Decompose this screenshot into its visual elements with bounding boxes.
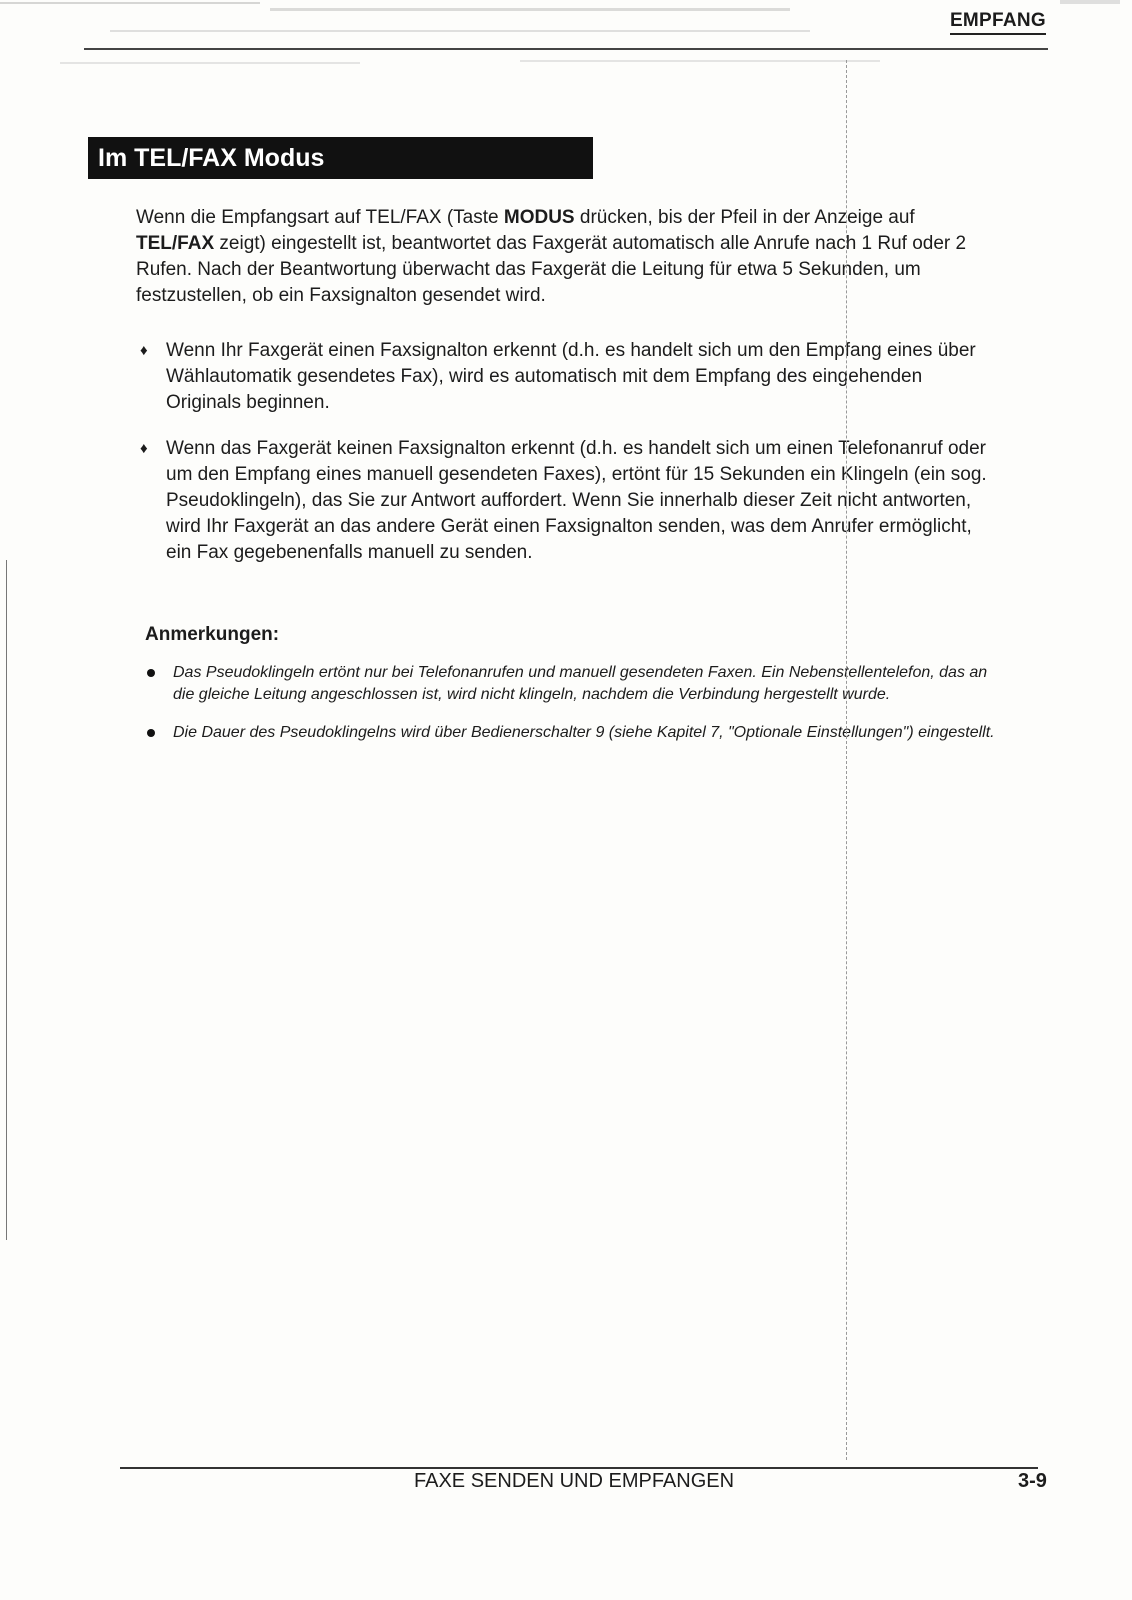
bullet-text: Wenn das Faxgerät keinen Faxsignalton erkennt (d.h. es handelt sich um einen Telefonanruf oder um den Empfang eines manuell gesendeten Faxes), ertönt für 15 Sekunden ein Klingeln (ein sog. Pseudoklingeln), das Sie zur Antwort auffordert. Wenn Sie innerhalb dieser Zeit nicht antworten, wird Ihr Faxgerät an das andere Gerät einen Faxsignalton senden, was dem Anrufer ermöglicht, ein Fax gegebenenfalls manuell zu senden. — [166, 438, 987, 563]
bullet-list — [140, 338, 1000, 586]
dot-bullet-icon — [147, 729, 155, 737]
note-text: Das Pseudoklingeln ertönt nur bei Telefonanrufen und manuell gesendeten Faxen. Ein Nebenstellentelefon, das an die gleiche Leitung angeschlossen ist, wird nicht klingeln, nachdem die Verbindung hergestellt wurde. — [173, 664, 988, 703]
intro-text-3: zeigt) eingestellt ist, beantwortet das Faxgerät automatisch alle Anrufe nach 1 Ruf oder 2 Rufen. Nach der Beantwortung überwacht das Faxgerät die Leitung für etwa 5 Sekunden, um festzustellen, ob ein Faxsignalton gesendet wird. — [136, 233, 967, 306]
intro-bold-key-modus: MODUS — [503, 207, 575, 228]
diamond-bullet-icon: ♦ — [140, 440, 148, 457]
note-item — [145, 722, 995, 744]
scan-left-edge — [6, 560, 7, 1240]
header-section-label: EMPFANG — [950, 10, 1046, 35]
note-text: Die Dauer des Pseudoklingelns wird über Bedienerschalter 9 (siehe Kapitel 7, "Optionale Einstellungen") eingestellt. — [173, 724, 995, 741]
intro-text-1: Wenn die Empfangsart auf TEL/FAX (Taste — [136, 207, 504, 228]
notes-list — [145, 662, 995, 760]
intro-bold-tel-fax: TEL/FAX — [136, 233, 215, 254]
header-rule — [84, 48, 1048, 50]
page-number: 3-9 — [1018, 1470, 1047, 1492]
footer-title: FAXE SENDEN UND EMPFANGEN — [414, 1470, 735, 1492]
footer-rule — [120, 1467, 1038, 1469]
note-item — [145, 662, 995, 706]
scan-guide-line — [846, 60, 847, 1460]
bullet-text: Wenn Ihr Faxgerät einen Faxsignalton erkennt (d.h. es handelt sich um den Empfang eines über Wählautomatik gesendetes Fax), wird es automatisch mit dem Empfang des eingehenden Originals beginnen. — [166, 340, 976, 413]
bullet-item — [140, 436, 1000, 566]
section-title: Im TEL/FAX Modus — [88, 137, 593, 179]
intro-paragraph — [136, 205, 986, 309]
dot-bullet-icon — [147, 669, 155, 677]
bullet-item — [140, 338, 1000, 416]
intro-text-2: drücken, bis der Pfeil in der Anzeige auf — [574, 207, 915, 228]
diamond-bullet-icon: ♦ — [140, 342, 148, 359]
notes-heading: Anmerkungen: — [145, 624, 280, 645]
